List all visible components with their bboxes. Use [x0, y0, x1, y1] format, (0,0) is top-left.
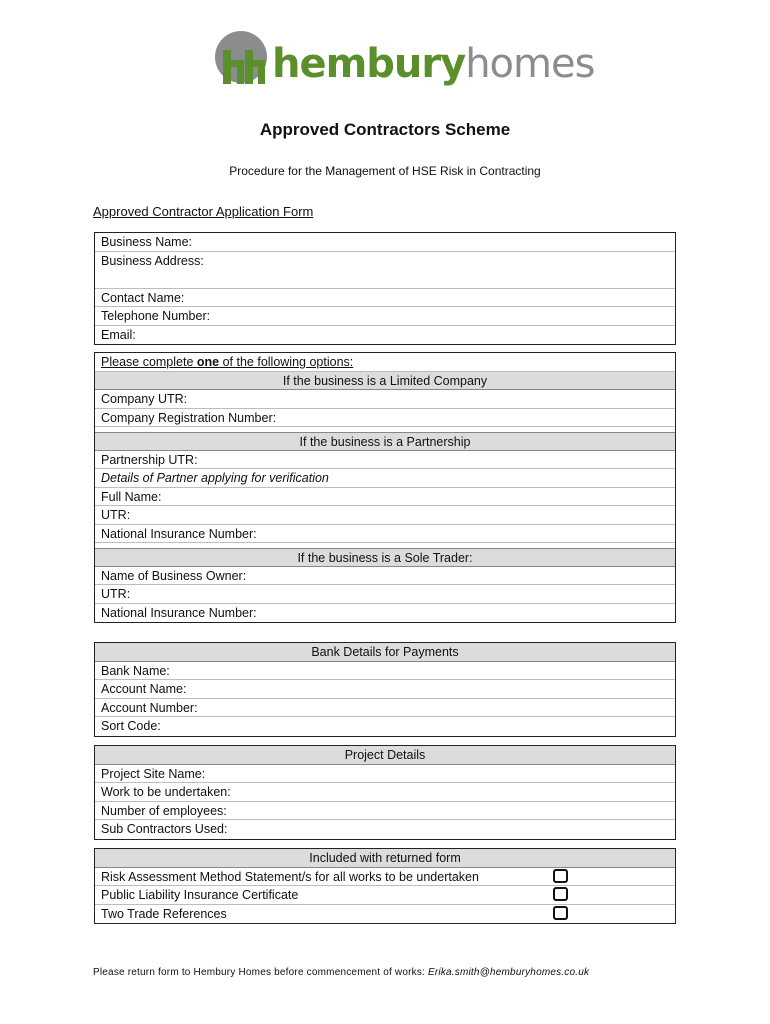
contact-details-box — [94, 232, 676, 345]
business-type-options-box — [94, 352, 676, 623]
logo-wordmark — [272, 41, 595, 87]
telephone-field[interactable]: Telephone Number: — [95, 307, 675, 326]
sub-contractors-field[interactable]: Sub Contractors Used: — [101, 822, 228, 836]
business-name-field[interactable]: Business Name: — [95, 233, 675, 252]
risk-assessment-checkbox[interactable] — [553, 869, 568, 883]
footer-note — [93, 967, 589, 978]
work-undertaken-field[interactable]: Work to be undertaken: — [95, 783, 675, 802]
number-of-employees-field[interactable]: Number of employees: — [95, 802, 675, 821]
limited-company-header: If the business is a Limited Company — [95, 372, 675, 391]
included-documents-box — [94, 848, 676, 924]
risk-assessment-label: Risk Assessment Method Statement/s for all works to be undertaken — [101, 869, 479, 884]
bank-name-field[interactable]: Bank Name: — [95, 662, 675, 681]
sole-utr-field[interactable]: UTR: — [95, 585, 675, 604]
instruction-bold: one — [196, 355, 220, 369]
sole-trader-header: If the business is a Sole Trader: — [95, 548, 675, 567]
company-logo — [214, 30, 595, 87]
included-item-risk-assessment — [95, 868, 675, 887]
included-header: Included with returned form — [95, 849, 675, 868]
business-owner-field[interactable]: Name of Business Owner: — [95, 567, 675, 586]
partner-utr-field[interactable]: UTR: — [95, 506, 675, 525]
project-details-box — [94, 745, 676, 840]
form-heading: Approved Contractor Application Form — [93, 204, 314, 219]
bank-details-header: Bank Details for Payments — [95, 643, 675, 662]
partnership-header: If the business is a Partnership — [95, 432, 675, 451]
insurance-label: Public Liability Insurance Certificate — [101, 888, 299, 902]
house-logo-icon — [214, 30, 268, 84]
insurance-checkbox[interactable] — [553, 887, 568, 901]
page-subtitle: Procedure for the Management of HSE Risk in Contracting — [229, 164, 541, 178]
included-item-references — [95, 905, 675, 924]
included-item-insurance — [95, 886, 675, 905]
sort-code-field[interactable]: Sort Code: — [101, 719, 161, 733]
options-instruction — [95, 353, 675, 372]
footer-text: Please return form to Hembury Homes before commencement of works: — [93, 967, 428, 978]
sole-ni-field[interactable]: National Insurance Number: — [101, 605, 257, 620]
account-number-field[interactable]: Account Number: — [95, 699, 675, 718]
bank-details-box — [94, 642, 676, 737]
company-utr-field[interactable]: Company UTR: — [95, 390, 675, 409]
logo-word-homes: homes — [465, 41, 595, 87]
instruction-pre: Please complete — [101, 355, 197, 369]
page-title: Approved Contractors Scheme — [259, 120, 511, 139]
footer-email-link[interactable]: Erika.smith@hemburyhomes.co.uk — [428, 967, 590, 978]
references-checkbox[interactable] — [553, 906, 568, 920]
partner-ni-field[interactable]: National Insurance Number: — [95, 525, 675, 544]
logo-word-hembury: hembury — [272, 41, 466, 87]
project-details-header: Project Details — [95, 746, 675, 765]
references-label: Two Trade References — [101, 906, 227, 921]
project-site-name-field[interactable]: Project Site Name: — [95, 765, 675, 784]
partnership-utr-field[interactable]: Partnership UTR: — [95, 451, 675, 470]
instruction-post: of the following options: — [219, 355, 354, 369]
business-address-field[interactable]: Business Address: — [95, 252, 675, 289]
account-name-field[interactable]: Account Name: — [95, 680, 675, 699]
contact-name-field[interactable]: Contact Name: — [95, 289, 675, 308]
company-registration-field[interactable]: Company Registration Number: — [95, 409, 675, 428]
partner-full-name-field[interactable]: Full Name: — [95, 488, 675, 507]
email-field[interactable]: Email: — [101, 327, 136, 342]
partner-details-label: Details of Partner applying for verification — [95, 469, 675, 488]
